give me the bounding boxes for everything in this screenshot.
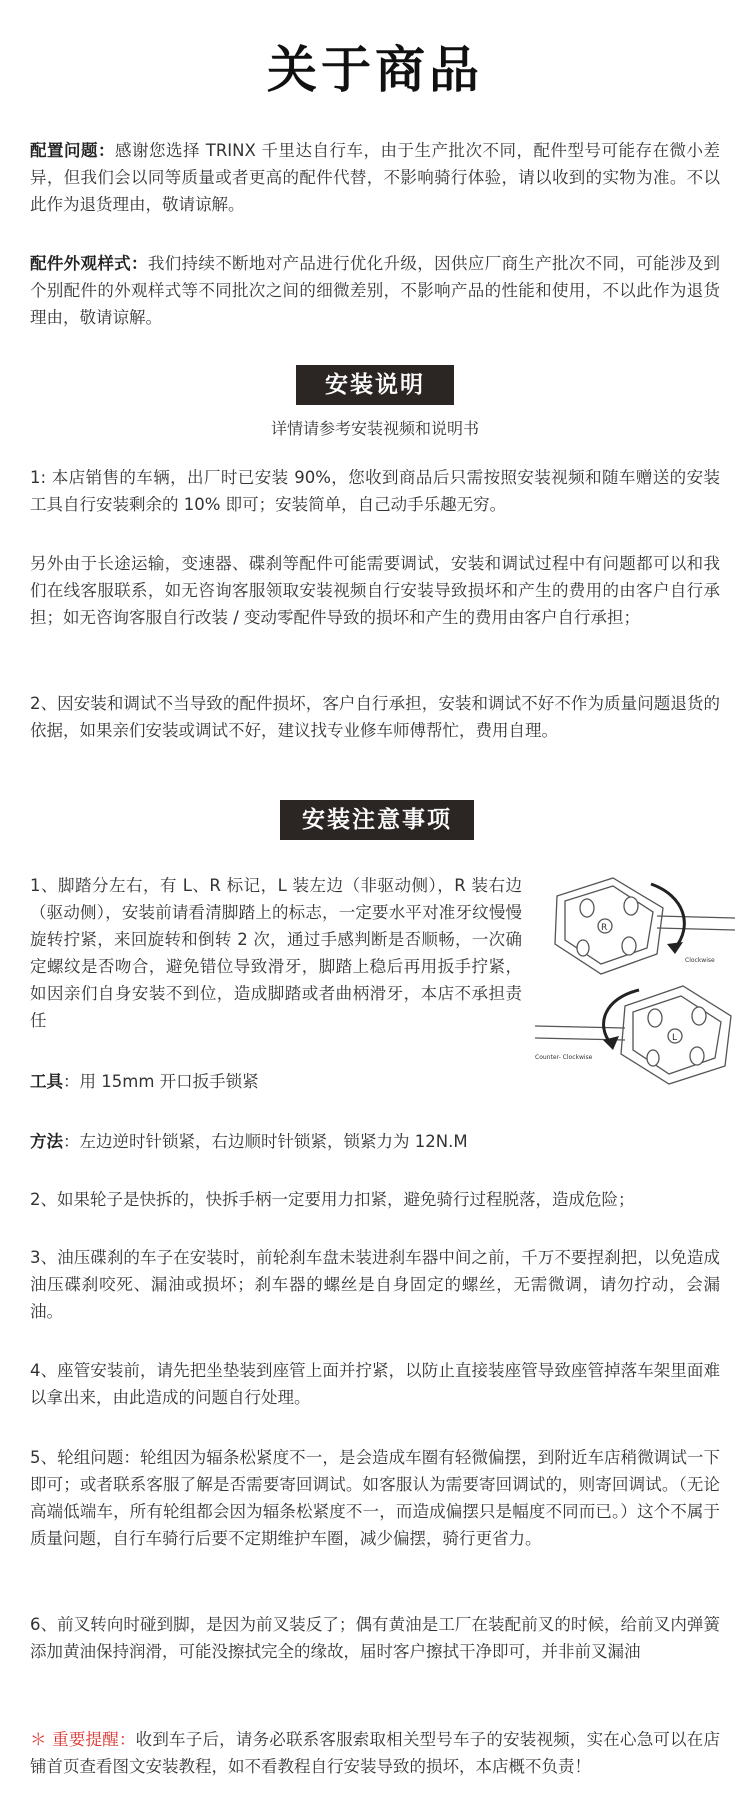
install-paragraph-2: 另外由于长途运输，变速器、碟刹等配件可能需要调试，安装和调试过程中有问题都可以和我们在线客服联系，如无咨询客服领取安装视频自行安装导致损坏和产生的费用的由客户自行承担；如无咨询客服自行改装 / 变动零配件导致的损坏和产生的费用由客户自行承担； [30,554,720,627]
tool-label: 工具 [30,1072,63,1091]
important-label: ＊ 重要提醒： [30,1730,136,1749]
clockwise-arrowhead-icon [667,942,683,954]
note-6: 6、前叉转向时碰到脚，是因为前叉装反了；偶有黄油是工厂在装配前叉的时候，给前叉内弹簧添加黄油保持润滑，可能没擦拭完全的缘故，届时客户擦拭干净即可，并非前叉漏油 [30,1615,720,1661]
tool-text: ：用 15mm 开口扳手锁紧 [63,1072,259,1091]
counter-clockwise-label: Counter- Clockwise [535,1054,593,1061]
method-text: ：左边逆时针锁紧，右边顺时针锁紧，锁紧力为 12N.M [63,1132,468,1151]
appearance-label: 配件外观样式： [30,254,148,273]
note-5: 5、轮组问题：轮组因为辐条松紧度不一，是会造成车圈有轻微偏摆，到附近车店稍微调试一下即可；或者联系客服了解是否需要寄回调试。如客服认为需要寄回调试的，则寄回调试。（无论高端低端车，所有轮组都会因为辐条松紧度不一，而造成偏摆只是幅度不同而已。）这个不属于质量问题，自行车骑行后要不定期维护车圈，减少偏摆，骑行更省力。 [30,1448,720,1548]
notes-banner: 安装注意事项 [280,800,474,840]
page-title: 关于商品 [267,41,483,99]
tool-line [30,1068,522,1095]
method-line [30,1128,720,1155]
note-4: 4、座管安装前，请先把坐垫装到座管上面并拧紧，以防止直接装座管导致座管掉落车架里面难以拿出来，由此造成的问题自行处理。 [30,1361,720,1407]
clockwise-label: Clockwise [685,957,715,964]
install-subtitle: 详情请参考安装视频和说明书 [270,419,479,438]
note-2: 2、如果轮子是快拆的，快拆手柄一定要用力扣紧，避免骑行过程脱落，造成危险； [30,1190,635,1209]
important-text: 收到车子后，请务必联系客服索取相关型号车子的安装视频，实在心急可以在店铺首页查看图文安装教程，如不看教程自行安装导致的损坏，本店概不负责！ [30,1730,720,1776]
config-text: 感谢您选择 TRINX 千里达自行车，由于生产批次不同，配件型号可能存在微小差异，但我们会以同等质量或者更高的配件代替，不影响骑行体验，请以收到的实物为准。不以此作为退货理由，敬请谅解。 [30,141,721,214]
appearance-text: 我们持续不断地对产品进行优化升级，因供应厂商生产批次不同，可能涉及到个别配件的外观样式等不同批次之间的细微差别，不影响产品的性能和使用，不以此作为退货理由，敬请谅解。 [30,254,721,327]
pedal-diagram [535,856,735,1096]
config-paragraph [30,137,720,218]
install-banner: 安装说明 [296,365,454,405]
important-reminder [30,1726,720,1780]
install-paragraph-3: 2、因安装和调试不当导致的配件损坏，客户自行承担，安装和调试不好不作为质量问题退货的依据，如果亲们安装或调试不好，建议找专业修车师傅帮忙，费用自理。 [30,694,720,740]
note-3: 3、油压碟刹的车子在安装时，前轮刹车盘未装进刹车器中间之前，千万不要捏刹把，以免造成油压碟刹咬死、漏油或损坏；刹车器的螺丝是自身固定的螺丝，无需微调，请勿拧动，会漏油。 [30,1248,720,1321]
pedal-r-mark: R [601,923,608,933]
method-label: 方法 [30,1132,63,1151]
install-paragraph-1: 1: 本店销售的车辆，出厂时已安装 90%，您收到商品后只需按照安装视频和随车赠送的安装工具自行安装剩余的 10% 即可；安装简单，自己动手乐趣无穷。 [30,468,720,514]
pedal-l-mark: L [672,1033,678,1043]
counter-clockwise-arrowhead-icon [603,1036,619,1050]
config-label: 配置问题： [30,141,115,160]
pedal-l-icon [535,986,731,1084]
note-1: 1、脚踏分左右，有 L、R 标记，L 装左边（非驱动侧），R 装右边（驱动侧），安装前请看清脚踏上的标志，一定要水平对准牙纹慢慢旋转拧紧，来回旋转和倒转 2 次，通过手感判断是否顺畅，一次确定螺纹是否吻合，避免错位导致滑牙，脚踏上稳后再用扳手拧紧，如因亲们自身安装不到位，造成脚踏或者曲柄滑牙，本店不承担责任 [30,876,522,1030]
appearance-paragraph [30,250,720,331]
